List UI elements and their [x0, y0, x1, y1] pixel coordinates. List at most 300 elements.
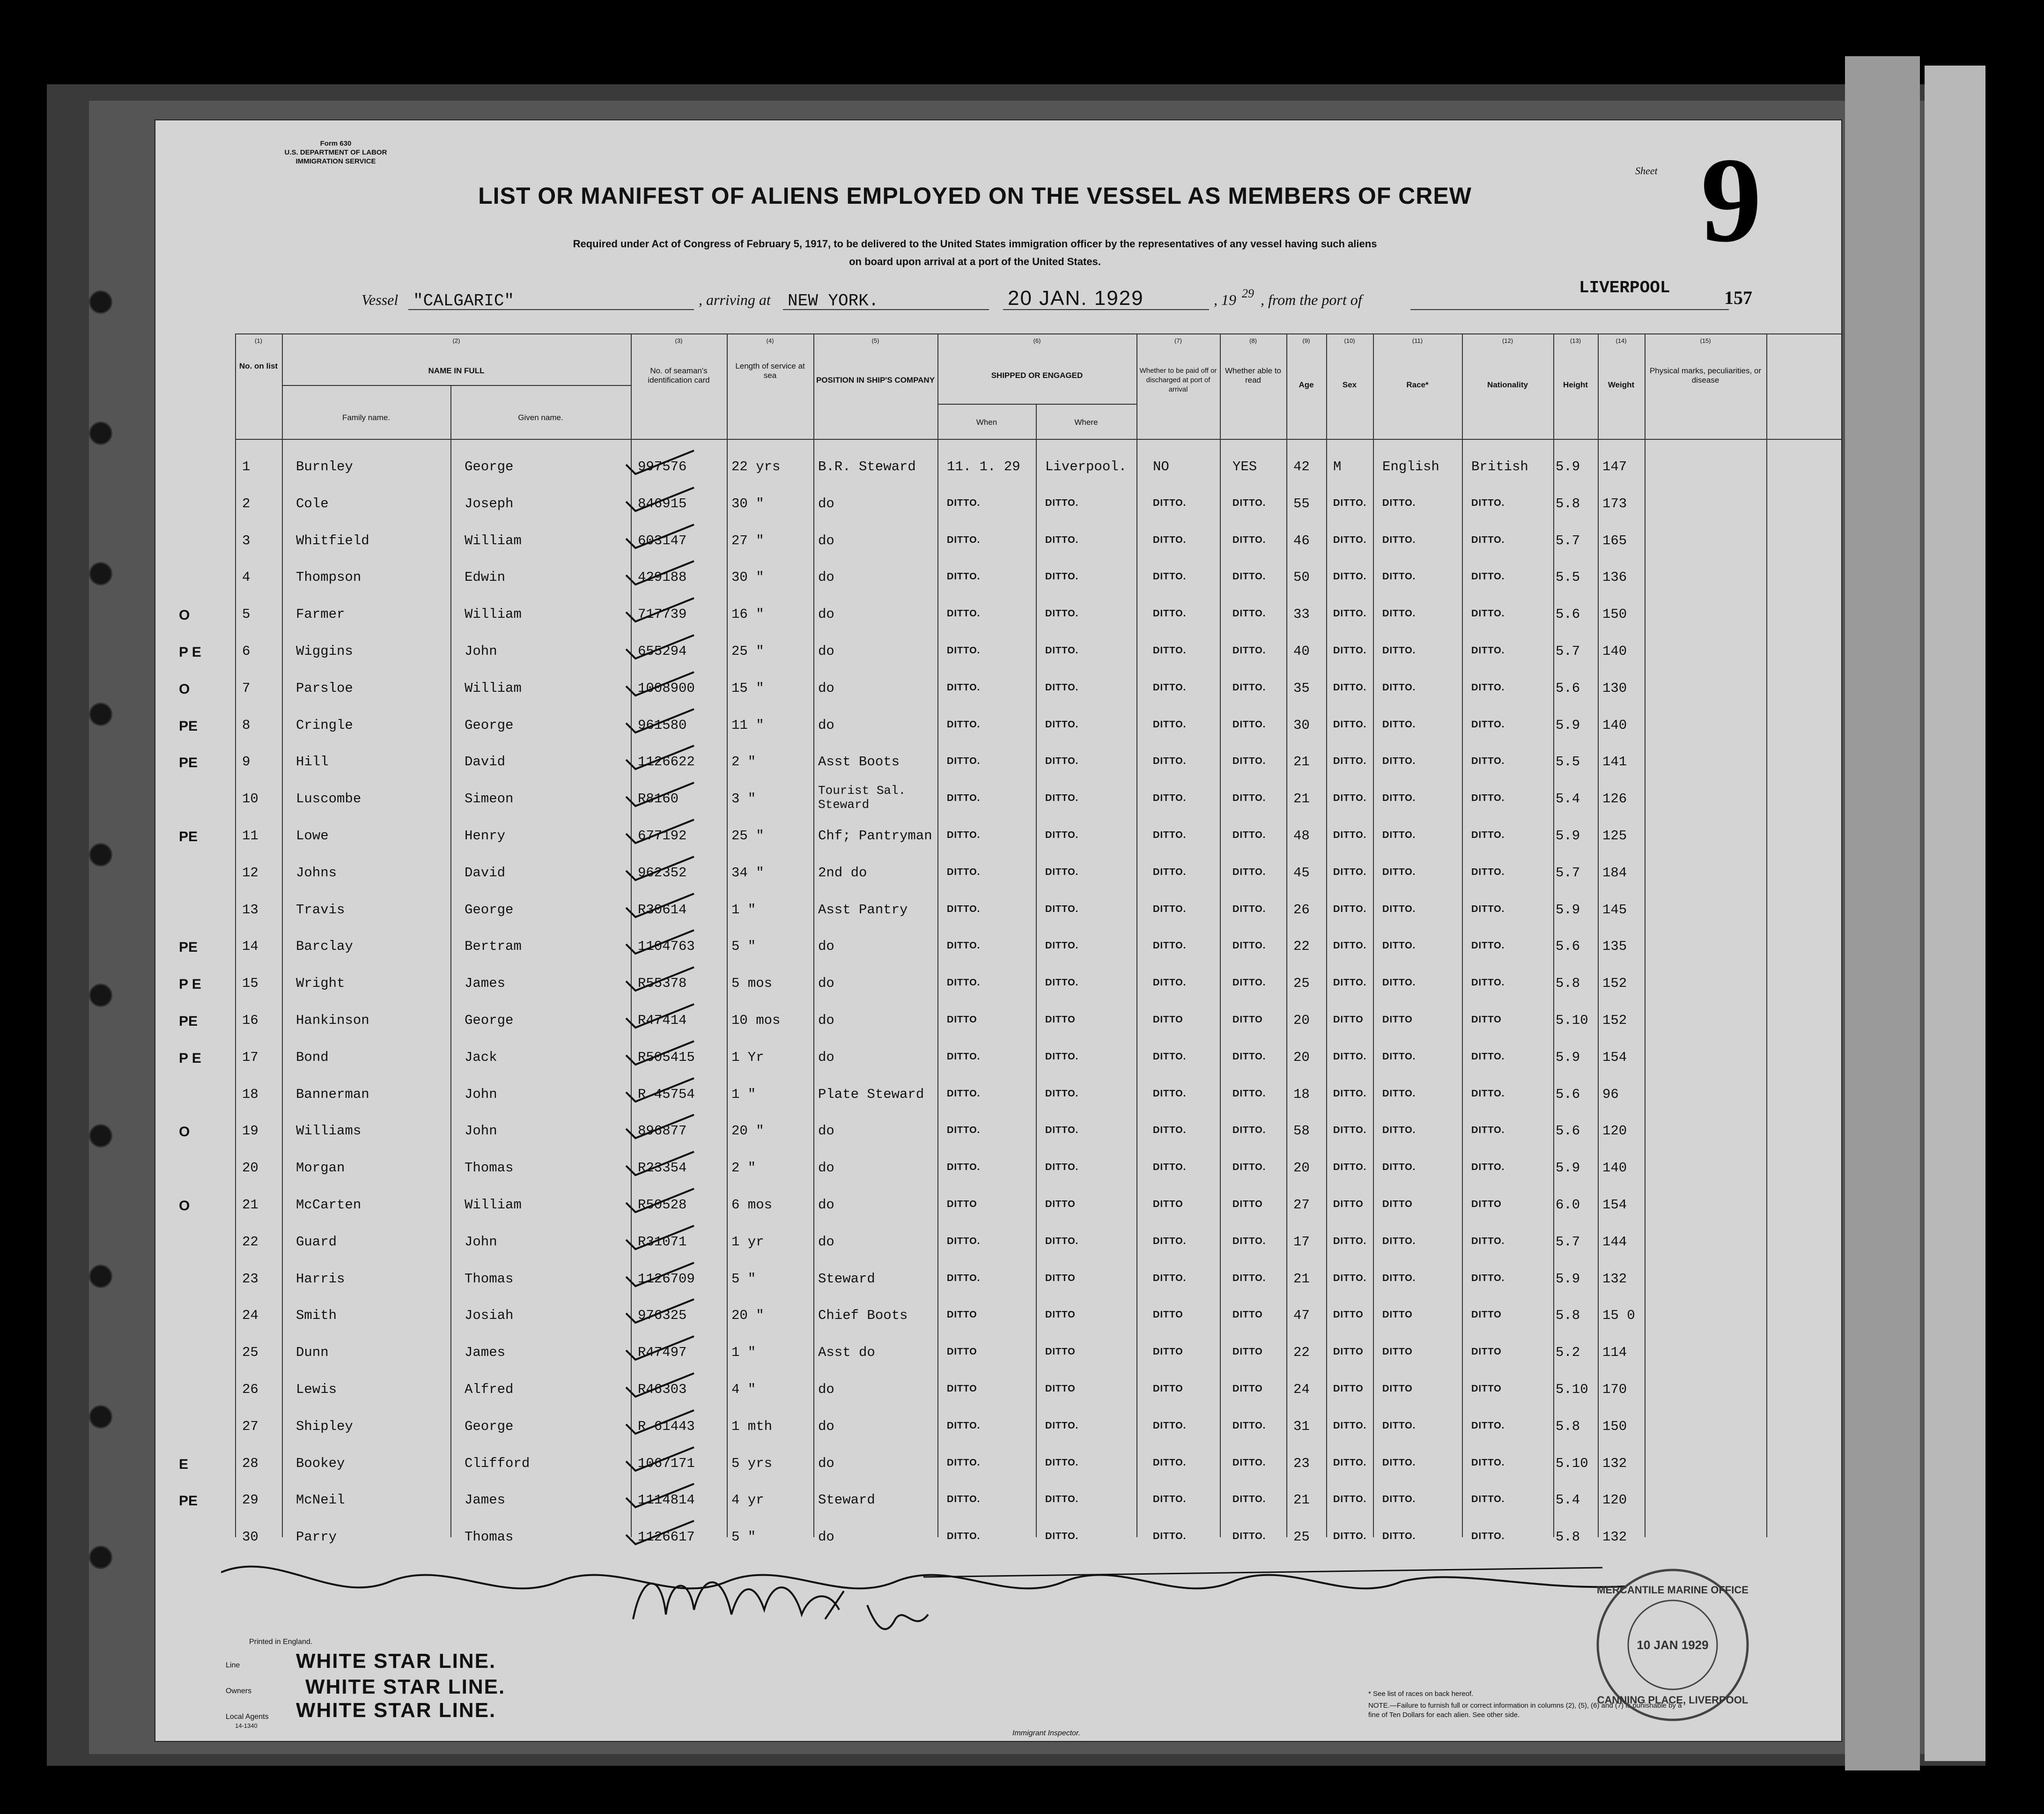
age: 23: [1293, 1455, 1310, 1471]
weight: 140: [1602, 1160, 1627, 1176]
table-row: [155, 894, 1841, 931]
position: 2nd do: [818, 865, 867, 881]
family-name: Parry: [296, 1529, 337, 1545]
age: 31: [1293, 1418, 1310, 1434]
sex: DITTO.: [1333, 756, 1367, 767]
race: DITTO.: [1382, 977, 1416, 988]
weight: 140: [1602, 644, 1627, 659]
sex: DITTO.: [1333, 1088, 1367, 1099]
binding-hole: [89, 422, 112, 445]
race: DITTO.: [1382, 497, 1416, 508]
weight: 165: [1602, 533, 1627, 548]
binding-hole: [89, 562, 112, 585]
col-number: (7): [1174, 337, 1182, 344]
seaman-card: 655294: [638, 644, 687, 659]
able-to-read: DITTO.: [1232, 719, 1266, 730]
position: do: [818, 976, 834, 992]
subtitle-line-1: Required under Act of Congress of February 5, 1917, to be delivered to the United States immigration officer by the representatives of any vessel having such aliens: [573, 238, 1377, 250]
row-number: 4: [242, 570, 251, 585]
length-of-service: 5 yrs: [731, 1455, 773, 1471]
paid-off: DITTO.: [1153, 1531, 1187, 1542]
shipped-when: DITTO.: [947, 571, 981, 582]
height: 5.9: [1556, 1160, 1580, 1176]
height: 5.8: [1556, 976, 1580, 992]
able-to-read: DITTO: [1232, 1310, 1263, 1320]
length-of-service: 1 Yr: [731, 1049, 764, 1065]
shipped-where: DITTO.: [1045, 1088, 1079, 1099]
family-name: Thompson: [296, 570, 362, 585]
shipped-where: DITTO: [1045, 1014, 1076, 1025]
col-number: (2): [452, 337, 460, 344]
table-row: [155, 525, 1841, 562]
race: DITTO.: [1382, 534, 1416, 545]
weight: 150: [1602, 1418, 1627, 1434]
paid-off: DITTO.: [1153, 534, 1187, 545]
nationality: DITTO.: [1471, 1088, 1505, 1099]
length-of-service: 27 ": [731, 533, 764, 548]
row-number: 8: [242, 717, 251, 733]
shipped-where: DITTO.: [1045, 571, 1079, 582]
height: 5.8: [1556, 496, 1580, 511]
nationality: DITTO.: [1471, 940, 1505, 951]
able-to-read: DITTO: [1232, 1199, 1263, 1209]
sex: M: [1333, 459, 1342, 474]
seaman-card: R23354: [638, 1160, 687, 1176]
sex: DITTO.: [1333, 977, 1367, 988]
shipped-when: DITTO.: [947, 1457, 981, 1468]
sex: DITTO: [1333, 1014, 1364, 1025]
shipped-when: DITTO.: [947, 719, 981, 730]
family-name: Farmer: [296, 607, 345, 622]
paid-off: DITTO: [1153, 1014, 1183, 1025]
position: B.R. Steward: [818, 459, 916, 474]
position: do: [818, 1160, 834, 1176]
given-name: Henry: [465, 828, 506, 844]
table-row: [155, 488, 1841, 525]
shipped-where: DITTO.: [1045, 1051, 1079, 1062]
sex: DITTO.: [1333, 1273, 1367, 1283]
seaman-card: R47497: [638, 1345, 687, 1361]
paid-off: DITTO.: [1153, 497, 1187, 508]
given-name: James: [465, 976, 506, 992]
given-name: George: [465, 1013, 514, 1028]
paid-off: DITTO.: [1153, 719, 1187, 730]
paid-off: DITTO.: [1153, 793, 1187, 804]
table-row: [155, 1484, 1841, 1521]
col-header-no: No. on list: [239, 362, 278, 370]
able-to-read: DITTO.: [1232, 608, 1266, 619]
family-name: Luscombe: [296, 791, 362, 807]
shipped-when: DITTO.: [947, 940, 981, 951]
shipped-when: 11. 1. 29: [947, 459, 1020, 474]
length-of-service: 10 mos: [731, 1013, 781, 1028]
length-of-service: 2 ": [731, 754, 756, 770]
table-row: [155, 1189, 1841, 1226]
from-port: LIVERPOOL: [1579, 278, 1670, 297]
annotation-mark: PE: [179, 718, 198, 734]
seaman-card: R50528: [638, 1197, 687, 1213]
position: Asst do: [818, 1345, 875, 1361]
given-name: James: [465, 1345, 506, 1361]
age: 18: [1293, 1086, 1310, 1102]
weight: 120: [1602, 1123, 1627, 1139]
position: do: [818, 680, 834, 696]
col-number: (6): [1033, 337, 1041, 344]
table-row: [155, 1447, 1841, 1485]
family-name: Morgan: [296, 1160, 345, 1176]
position: do: [818, 607, 834, 622]
family-name: Johns: [296, 865, 337, 881]
position: do: [818, 1123, 834, 1139]
race: DITTO.: [1382, 1531, 1416, 1542]
age: 58: [1293, 1123, 1310, 1139]
length-of-service: 1 ": [731, 1345, 756, 1361]
shipped-where: DITTO.: [1045, 1531, 1079, 1542]
seaman-card: R 45754: [638, 1086, 695, 1102]
sex: DITTO.: [1333, 682, 1367, 693]
line-label: Line: [226, 1661, 240, 1669]
seaman-card: 1126622: [638, 754, 695, 770]
arriving-label: , arriving at: [699, 291, 771, 308]
able-to-read: DITTO.: [1232, 940, 1266, 951]
paid-off: DITTO.: [1153, 830, 1187, 840]
table-row: [155, 820, 1841, 857]
position: Steward: [818, 1492, 875, 1508]
weight: 154: [1602, 1049, 1627, 1065]
form-code: 14-1340: [235, 1722, 258, 1729]
weight: 132: [1602, 1455, 1627, 1471]
age: 55: [1293, 496, 1310, 511]
height: 5.6: [1556, 1123, 1580, 1139]
able-to-read: DITTO.: [1232, 1494, 1266, 1505]
able-to-read: DITTO.: [1232, 977, 1266, 988]
race: DITTO.: [1382, 1236, 1416, 1246]
given-name: Thomas: [465, 1271, 514, 1287]
height: 5.10: [1556, 1013, 1588, 1028]
row-number: 30: [242, 1529, 258, 1545]
weight: 132: [1602, 1271, 1627, 1287]
position: Plate Steward: [818, 1086, 924, 1102]
paid-off: DITTO.: [1153, 977, 1187, 988]
age: 46: [1293, 533, 1310, 548]
nationality: DITTO.: [1471, 1494, 1505, 1505]
height: 5.10: [1556, 1455, 1588, 1471]
seaman-card: 961580: [638, 717, 687, 733]
family-name: McNeil: [296, 1492, 345, 1508]
length-of-service: 5 mos: [731, 976, 773, 992]
shipped-when: DITTO.: [947, 866, 981, 877]
seaman-card: 717739: [638, 607, 687, 622]
family-name: McCarten: [296, 1197, 362, 1213]
shipped-when: DITTO.: [947, 1088, 981, 1099]
seaman-card: 429188: [638, 570, 687, 585]
col-number: (13): [1570, 337, 1581, 344]
col-header-service: Length of service at sea: [735, 362, 805, 380]
sex: DITTO: [1333, 1384, 1364, 1394]
row-number: 28: [242, 1455, 258, 1471]
binding-hole: [89, 1405, 112, 1429]
family-name: Bannerman: [296, 1086, 369, 1102]
seaman-card: R46303: [638, 1382, 687, 1397]
able-to-read: DITTO.: [1232, 756, 1266, 767]
table-row: [155, 967, 1841, 1005]
sex: DITTO.: [1333, 534, 1367, 545]
sex: DITTO: [1333, 1199, 1364, 1209]
race: DITTO.: [1382, 682, 1416, 693]
sex: DITTO.: [1333, 719, 1367, 730]
position: do: [818, 1197, 834, 1213]
height: 5.6: [1556, 939, 1580, 955]
family-name: Cole: [296, 496, 329, 511]
height: 5.9: [1556, 717, 1580, 733]
age: 22: [1293, 939, 1310, 955]
given-name: George: [465, 459, 514, 474]
weight: 152: [1602, 1013, 1627, 1028]
shipped-when: DITTO.: [947, 608, 981, 619]
height: 5.8: [1556, 1308, 1580, 1324]
shipped-where: DITTO.: [1045, 793, 1079, 804]
nationality: DITTO.: [1471, 608, 1505, 619]
age: 21: [1293, 1271, 1310, 1287]
length-of-service: 5 ": [731, 1529, 756, 1545]
position: do: [818, 570, 834, 585]
row-number: 13: [242, 902, 258, 918]
inspector-label: Immigrant Inspector.: [1012, 1729, 1081, 1737]
given-name: John: [465, 644, 497, 659]
printed-in: Printed in England.: [249, 1638, 313, 1646]
owners-label: Owners: [226, 1687, 252, 1695]
given-name: David: [465, 865, 506, 881]
nationality: DITTO.: [1471, 719, 1505, 730]
shipped-where: DITTO: [1045, 1347, 1076, 1357]
seaman-card: 896877: [638, 1123, 687, 1139]
family-name: Travis: [296, 902, 345, 918]
height: 6.0: [1556, 1197, 1580, 1213]
underline: [1410, 309, 1729, 310]
length-of-service: 3 ": [731, 791, 756, 807]
annotation-mark: O: [179, 1198, 190, 1214]
height: 5.6: [1556, 607, 1580, 622]
race: DITTO.: [1382, 645, 1416, 656]
able-to-read: DITTO.: [1232, 645, 1266, 656]
age: 50: [1293, 570, 1310, 585]
col-header-height: Height: [1563, 380, 1588, 389]
nationality: DITTO.: [1471, 1162, 1505, 1173]
paid-off: DITTO: [1153, 1347, 1183, 1357]
table-row: [155, 1521, 1841, 1558]
shipped-where: DITTO.: [1045, 534, 1079, 545]
shipped-where: DITTO: [1045, 1199, 1076, 1209]
nationality: DITTO.: [1471, 793, 1505, 804]
position: Steward: [818, 1271, 875, 1287]
given-name: Joseph: [465, 496, 514, 511]
shipped-when: DITTO: [947, 1384, 977, 1394]
family-name: Hill: [296, 754, 329, 770]
paid-off: DITTO.: [1153, 1088, 1187, 1099]
race: DITTO.: [1382, 1125, 1416, 1136]
length-of-service: 22 yrs: [731, 459, 781, 474]
age: 35: [1293, 680, 1310, 696]
col-header-weight: Weight: [1608, 380, 1635, 389]
table-row: [155, 1336, 1841, 1374]
race: DITTO.: [1382, 608, 1416, 619]
seaman-card: R8160: [638, 791, 679, 807]
able-to-read: DITTO.: [1232, 571, 1266, 582]
age: 30: [1293, 717, 1310, 733]
paid-off: DITTO.: [1153, 1051, 1187, 1062]
table-row: [155, 709, 1841, 747]
position: do: [818, 533, 834, 548]
sheet-label: Sheet: [1635, 165, 1658, 177]
binding-hole: [89, 1265, 112, 1288]
seaman-card: R30614: [638, 902, 687, 918]
shipped-when: DITTO.: [947, 682, 981, 693]
given-name: William: [465, 680, 522, 696]
seaman-card: R505415: [638, 1049, 695, 1065]
given-name: William: [465, 1197, 522, 1213]
nationality: DITTO.: [1471, 1125, 1505, 1136]
annotation-mark: P E: [179, 644, 201, 660]
length-of-service: 1 yr: [731, 1234, 764, 1250]
sex: DITTO: [1333, 1347, 1364, 1357]
shipped-where: DITTO.: [1045, 1125, 1079, 1136]
col-header-where: Where: [1074, 418, 1098, 427]
shipped-where: DITTO.: [1045, 497, 1079, 508]
sex: DITTO.: [1333, 940, 1367, 951]
given-name: Jack: [465, 1049, 497, 1065]
row-number: 21: [242, 1197, 258, 1213]
row-number: 22: [242, 1234, 258, 1250]
shipped-where: DITTO.: [1045, 682, 1079, 693]
row-number: 16: [242, 1013, 258, 1028]
able-to-read: DITTO.: [1232, 866, 1266, 877]
underline: [408, 309, 694, 310]
line-value: WHITE STAR LINE.: [296, 1650, 496, 1673]
table-row: [155, 451, 1841, 488]
nationality: DITTO.: [1471, 977, 1505, 988]
paid-off: DITTO: [1153, 1384, 1183, 1394]
seaman-card: 1126617: [638, 1529, 695, 1545]
length-of-service: 16 ": [731, 607, 764, 622]
annotation-mark: PE: [179, 1493, 198, 1509]
paid-off: DITTO.: [1153, 645, 1187, 656]
family-name: Parsloe: [296, 680, 353, 696]
binding-hole: [89, 843, 112, 866]
row-number: 12: [242, 865, 258, 881]
shipped-where: Liverpool.: [1045, 459, 1127, 474]
annotation-mark: PE: [179, 1014, 198, 1029]
shipped-when: DITTO.: [947, 645, 981, 656]
race: DITTO.: [1382, 830, 1416, 840]
able-to-read: YES: [1232, 459, 1257, 474]
shipped-when: DITTO.: [947, 793, 981, 804]
position: Tourist Sal. Steward: [818, 784, 906, 812]
annotation-mark: E: [179, 1456, 189, 1472]
paid-off: DITTO.: [1153, 1457, 1187, 1468]
sex: DITTO.: [1333, 1051, 1367, 1062]
nationality: DITTO.: [1471, 534, 1505, 545]
height: 5.9: [1556, 902, 1580, 918]
seaman-card: 962352: [638, 865, 687, 881]
length-of-service: 6 mos: [731, 1197, 773, 1213]
paid-off: NO: [1153, 459, 1169, 474]
position: do: [818, 496, 834, 511]
col-number: (5): [871, 337, 879, 344]
weight: 135: [1602, 939, 1627, 955]
table-row: [155, 1410, 1841, 1448]
sex: DITTO.: [1333, 1457, 1367, 1468]
owners-value: WHITE STAR LINE.: [305, 1675, 506, 1698]
sheet-number: 9: [1701, 133, 1762, 267]
given-name: Edwin: [465, 570, 506, 585]
race: DITTO.: [1382, 1162, 1416, 1173]
footnote-penalty: NOTE.—Failure to furnish full or correct information in columns (2), (5), (6) and (7) is punishable by a fine of Ten Dollars for each alien. See other side.: [1368, 1702, 1682, 1719]
shipped-where: DITTO.: [1045, 608, 1079, 619]
seaman-card: 1008900: [638, 680, 695, 696]
family-name: Williams: [296, 1123, 362, 1139]
table-row: [155, 672, 1841, 710]
col-number: (12): [1502, 337, 1513, 344]
paid-off: DITTO.: [1153, 1236, 1187, 1246]
length-of-service: 34 ": [731, 865, 764, 881]
height: 5.5: [1556, 754, 1580, 770]
nationality: DITTO.: [1471, 571, 1505, 582]
position: do: [818, 1234, 834, 1250]
col-header-read: Whether able to read: [1225, 366, 1281, 385]
sex: DITTO.: [1333, 830, 1367, 840]
family-name: Whitfield: [296, 533, 369, 548]
nationality: DITTO.: [1471, 1273, 1505, 1283]
family-name: Harris: [296, 1271, 345, 1287]
col-number: (14): [1616, 337, 1627, 344]
footnote-races: * See list of races on back hereof.: [1368, 1690, 1474, 1698]
vessel-label: Vessel: [362, 291, 398, 308]
shipped-where: DITTO.: [1045, 977, 1079, 988]
nationality: DITTO: [1471, 1384, 1502, 1394]
service-name: IMMIGRATION SERVICE: [295, 157, 376, 165]
row-number: 26: [242, 1382, 258, 1397]
stamp-bottom-text: CANNING PLACE, LIVERPOOL: [1597, 1694, 1749, 1706]
weight: 152: [1602, 976, 1627, 992]
able-to-read: DITTO.: [1232, 1420, 1266, 1431]
year-suffix: 29: [1242, 287, 1254, 300]
annotation-mark: PE: [179, 755, 198, 771]
height: 5.10: [1556, 1382, 1588, 1397]
col-number: (9): [1302, 337, 1310, 344]
annotation-mark: P E: [179, 1050, 201, 1066]
position: do: [818, 1049, 834, 1065]
length-of-service: 4 ": [731, 1382, 756, 1397]
shipped-where: DITTO.: [1045, 756, 1079, 767]
col-number: (3): [675, 337, 683, 344]
paid-off: DITTO.: [1153, 1420, 1187, 1431]
table-row: [155, 746, 1841, 783]
shipped-where: DITTO.: [1045, 719, 1079, 730]
weight: 96: [1602, 1086, 1619, 1102]
manifest-table: [155, 333, 1841, 1545]
table-row: [155, 1299, 1841, 1337]
given-name: Thomas: [465, 1160, 514, 1176]
length-of-service: 5 ": [731, 939, 756, 955]
paid-off: DITTO: [1153, 1310, 1183, 1320]
length-of-service: 20 ": [731, 1308, 764, 1324]
age: 17: [1293, 1234, 1310, 1250]
position: do: [818, 717, 834, 733]
row-number: 3: [242, 533, 251, 548]
annotation-mark: O: [179, 1124, 190, 1140]
nationality: DITTO: [1471, 1014, 1502, 1025]
vessel-name: "CALGARIC": [413, 291, 515, 311]
